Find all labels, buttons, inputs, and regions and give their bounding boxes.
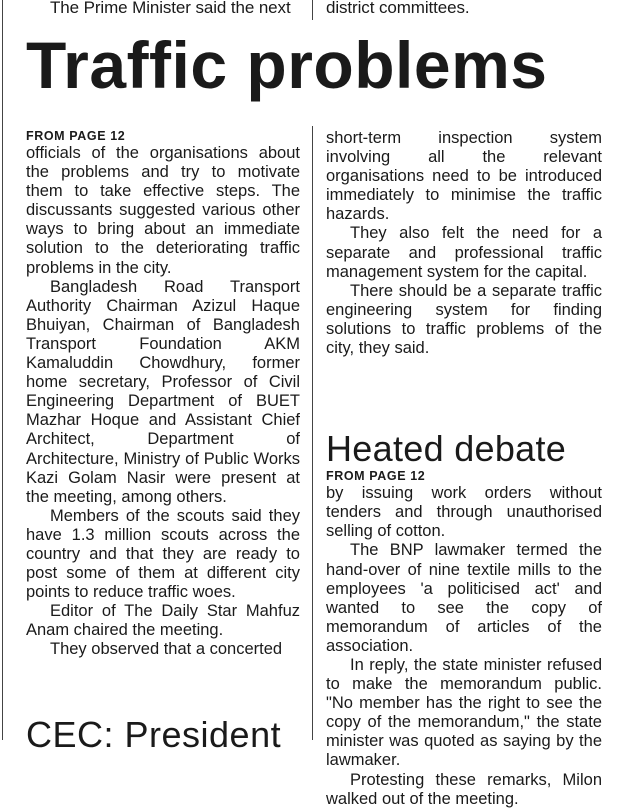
top-fragment-left: The Prime Minister said the next — [50, 0, 291, 17]
right-column — [326, 129, 602, 809]
top-fragment-right: district committees. — [326, 0, 470, 17]
paragraph: Bangladesh Road Transport Authority Chairman Azizul Haque Bhuiyan, Chairman of Bangladesh Transport Foundation AKM Kamaluddin Chowdhury, former home secretary, Professor of Civil Engineering Department of BUET Mazhar Hoque and Assistant Chief Architect, Department of Architecture, Ministry of Public Works Kazi Golam Nasir were present at the meeting, among others. — [26, 277, 300, 506]
kicker-from-page: FROM PAGE 12 — [326, 469, 426, 484]
paragraph: officials of the organisations about the problems and try to motivate them to take effective steps. The discussants suggested various other ways to bring about an immediate solution to the deteriorating traffic problems in the city. — [26, 144, 300, 277]
paragraph: Protesting these remarks, Milon walked out of the meeting. — [326, 770, 602, 808]
paragraph: The BNP lawmaker termed the hand-over of nine textile mills to the employees 'a politicised act' and wanted to see the copy of memorandum of articles of the association. — [326, 541, 602, 655]
paragraph: In reply, the state minister refused to make the memorandum public. "No member has the right to see the copy of the memorandum," the state minister was quoted as saying by the lawmaker. — [326, 655, 602, 770]
paragraph: Members of the scouts said they have 1.3 million scouts across the country and that they are ready to post some of them at different city points to reduce traffic woes. — [26, 506, 300, 602]
kicker-from-page: FROM PAGE 12 — [26, 129, 126, 143]
left-margin-rule — [2, 0, 3, 740]
headline-cec-president: CEC: President — [26, 714, 282, 755]
paragraph: by issuing work orders without tenders and through unauthorised selling of cotton. — [326, 484, 602, 541]
column-divider-top — [312, 0, 313, 20]
paragraph: short-term inspection system involving all the relevant organisations need to be introduced immediately to minimise the traffic hazards. — [326, 129, 602, 224]
headline-traffic-problems: Traffic problems — [26, 28, 548, 102]
paragraph: Editor of The Daily Star Mahfuz Anam chaired the meeting. — [26, 602, 300, 640]
subheadline-heated-debate: Heated debate — [326, 428, 567, 470]
paragraph: They also felt the need for a separate and professional traffic management system for the capital. — [326, 224, 602, 281]
column-divider — [312, 126, 313, 740]
left-column — [26, 129, 300, 660]
paragraph: There should be a separate traffic engineering system for finding solutions to traffic problems of the city, they said. — [326, 281, 602, 358]
paragraph: They observed that a concerted — [50, 640, 283, 659]
